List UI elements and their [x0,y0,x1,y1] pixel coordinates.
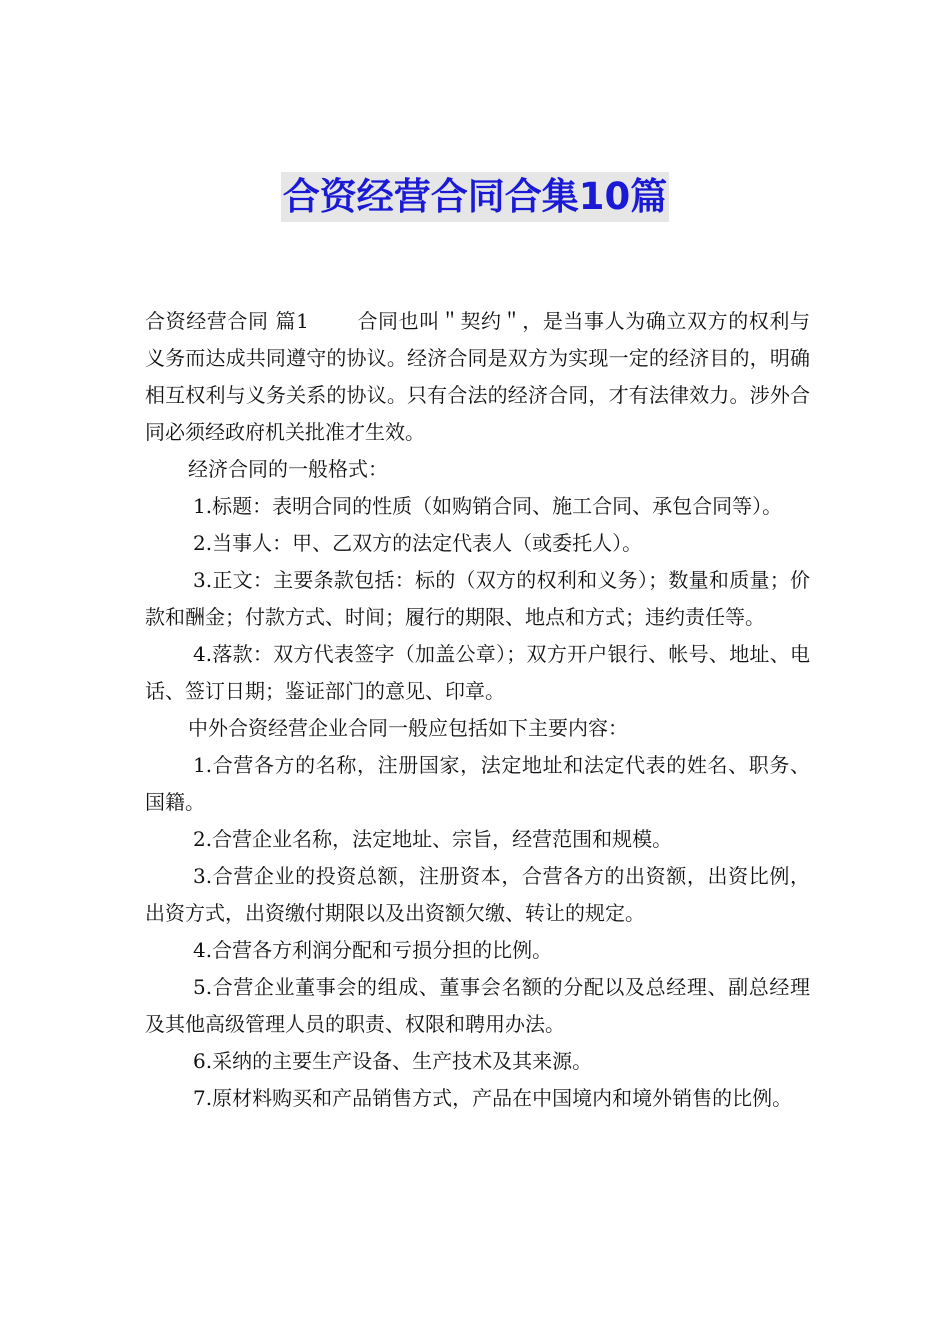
title-container [0,172,950,222]
jv-contract-item: 3.合营企业的投资总额，注册资本，合营各方的出资额，出资比例，出资方式，出资缴付期限以及出资额欠缴、转让的规定。 [145,864,810,925]
general-format-item: 4.落款：双方代表签字（加盖公章）；双方开户银行、帐号、地址、电话、签订日期；鉴证部门的意见、印章。 [145,642,810,703]
jv-contract-item: 1.合营各方的名称，注册国家，法定地址和法定代表的姓名、职务、国籍。 [145,753,810,814]
general-format-heading: 经济合同的一般格式： [188,457,388,481]
general-format-item: 2.当事人：甲、乙双方的法定代表人（或委托人）。 [193,531,643,555]
jv-contract-item: 5.合营企业董事会的组成、董事会名额的分配以及总经理、副总经理及其他高级管理人员的职责、权限和聘用办法。 [145,975,810,1036]
jv-contract-item: 4.合营各方利润分配和亏损分担的比例。 [193,938,553,962]
general-format-item: 3.正文：主要条款包括：标的（双方的权利和义务）；数量和质量；价款和酬金；付款方式、时间；履行的期限、地点和方式；违约责任等。 [145,568,810,629]
intro-text: 合同也叫＂契约＂，是当事人为确立双方的权利与义务而达成共同遵守的协议。经济合同是双方为实现一定的经济目的，明确相互权利与义务关系的协议。只有合法的经济合同，才有法律效力。涉外合同必须经政府机关批准才生效。 [145,309,810,444]
general-format-item: 1.标题：表明合同的性质（如购销合同、施工合同、承包合同等）。 [193,494,783,518]
intro-heading: 合资经营合同 篇1 [145,309,309,333]
jv-contract-item: 2.合营企业名称，法定地址、宗旨，经营范围和规模。 [193,827,673,851]
jv-contract-item: 6.采纳的主要生产设备、生产技术及其来源。 [193,1049,593,1073]
jv-contract-heading: 中外合资经营企业合同一般应包括如下主要内容： [188,716,628,740]
document-title: 合资经营合同合集10篇 [281,172,670,222]
document-body [145,303,810,1117]
intro-paragraph [145,303,810,451]
jv-contract-item: 7.原材料购买和产品销售方式，产品在中国境内和境外销售的比例。 [193,1086,793,1110]
